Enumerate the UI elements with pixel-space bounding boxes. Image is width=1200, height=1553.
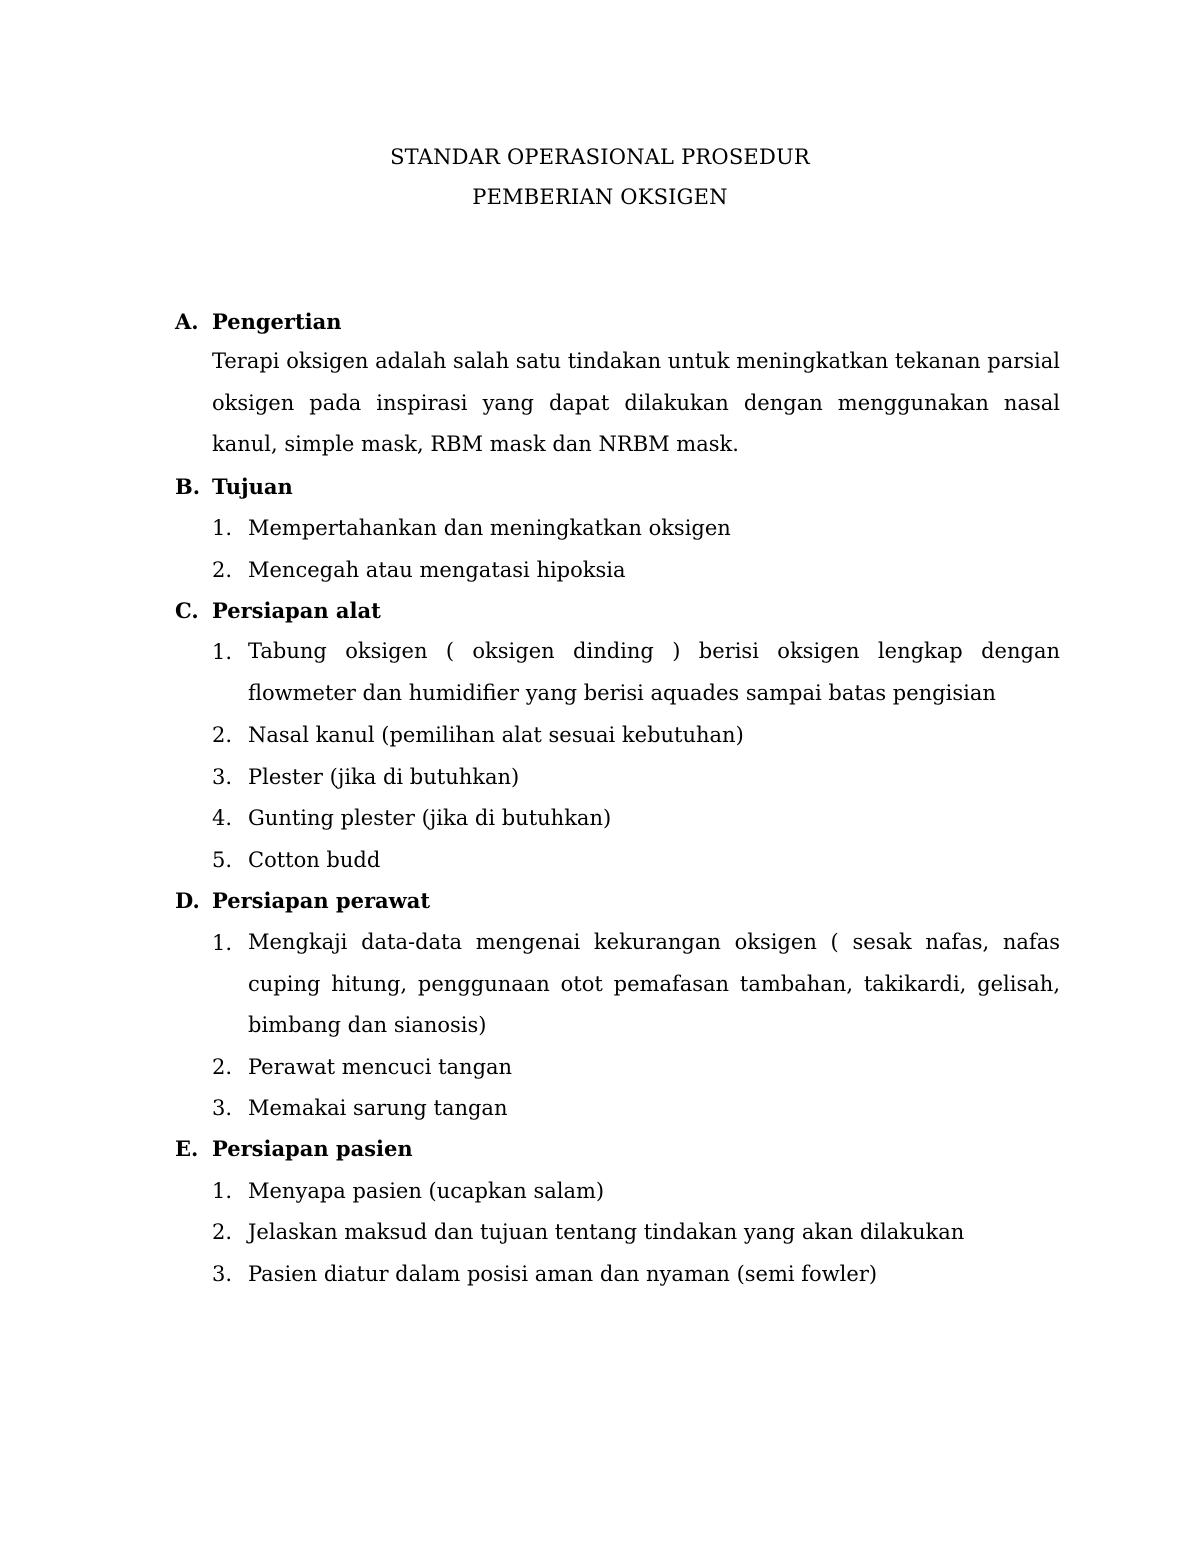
section-letter: D. [175, 888, 200, 913]
section-heading: Persiapan perawat [212, 888, 431, 913]
list-item-number: 2. [212, 558, 233, 582]
list-item: Mencegah atau mengatasi hipoksia [248, 558, 626, 582]
list-item-number: 3. [212, 765, 233, 789]
list-item-number: 1. [212, 1179, 233, 1203]
list-item-number: 5. [212, 848, 233, 872]
section-heading: Persiapan pasien [212, 1136, 413, 1161]
section-letter: C. [175, 598, 199, 623]
list-item: Memakai sarung tangan [248, 1096, 508, 1120]
list-item: Cotton budd [248, 848, 381, 872]
list-item: Tabung oksigen ( oksigen dinding ) berisi oksigen lengkap dengan flowmeter dan humidifier yang berisi aquades sampai batas pengisian [248, 639, 1060, 705]
document-subtitle: PEMBERIAN OKSIGEN [472, 185, 728, 209]
section-letter: E. [175, 1136, 199, 1161]
list-item-number: 3. [212, 1262, 233, 1286]
section-paragraph: Terapi oksigen adalah salah satu tindakan untuk meningkatkan tekanan parsial oksigen pada inspirasi yang dapat dilakukan dengan menggunakan nasal kanul, simple mask, RBM mask dan NRBM mask. [212, 349, 1060, 456]
list-item-number: 1. [212, 516, 233, 540]
section-heading: Persiapan alat [212, 598, 381, 623]
list-item: Plester (jika di butuhkan) [248, 765, 520, 789]
list-item: Menyapa pasien (ucapkan salam) [248, 1179, 605, 1203]
section-letter: B. [175, 474, 201, 499]
list-item: Nasal kanul (pemilihan alat sesuai kebutuhan) [248, 723, 744, 747]
list-item-number: 2. [212, 1220, 233, 1244]
section-heading: Pengertian [212, 309, 342, 334]
document-title: STANDAR OPERASIONAL PROSEDUR [390, 145, 810, 169]
list-item: Jelaskan maksud dan tujuan tentang tindakan yang akan dilakukan [248, 1220, 965, 1244]
list-item-number: 2. [212, 723, 233, 747]
list-item: Mempertahankan dan meningkatkan oksigen [248, 516, 731, 540]
list-item: Perawat mencuci tangan [248, 1055, 513, 1079]
list-item: Gunting plester (jika di butuhkan) [248, 806, 612, 830]
list-item-number: 4. [212, 806, 233, 830]
section-letter: A. [175, 309, 199, 334]
list-item-number: 1. [212, 931, 233, 955]
list-item: Pasien diatur dalam posisi aman dan nyaman (semi fowler) [248, 1262, 878, 1286]
list-item-number: 2. [212, 1055, 233, 1079]
list-item: Mengkaji data-data mengenai kekurangan oksigen ( sesak nafas, nafas cuping hitung, penggunaan otot pemafasan tambahan, takikardi, gelisah, bimbang dan sianosis) [248, 930, 1060, 1037]
list-item-number: 3. [212, 1096, 233, 1120]
list-item-number: 1. [212, 640, 233, 664]
section-heading: Tujuan [212, 474, 293, 499]
